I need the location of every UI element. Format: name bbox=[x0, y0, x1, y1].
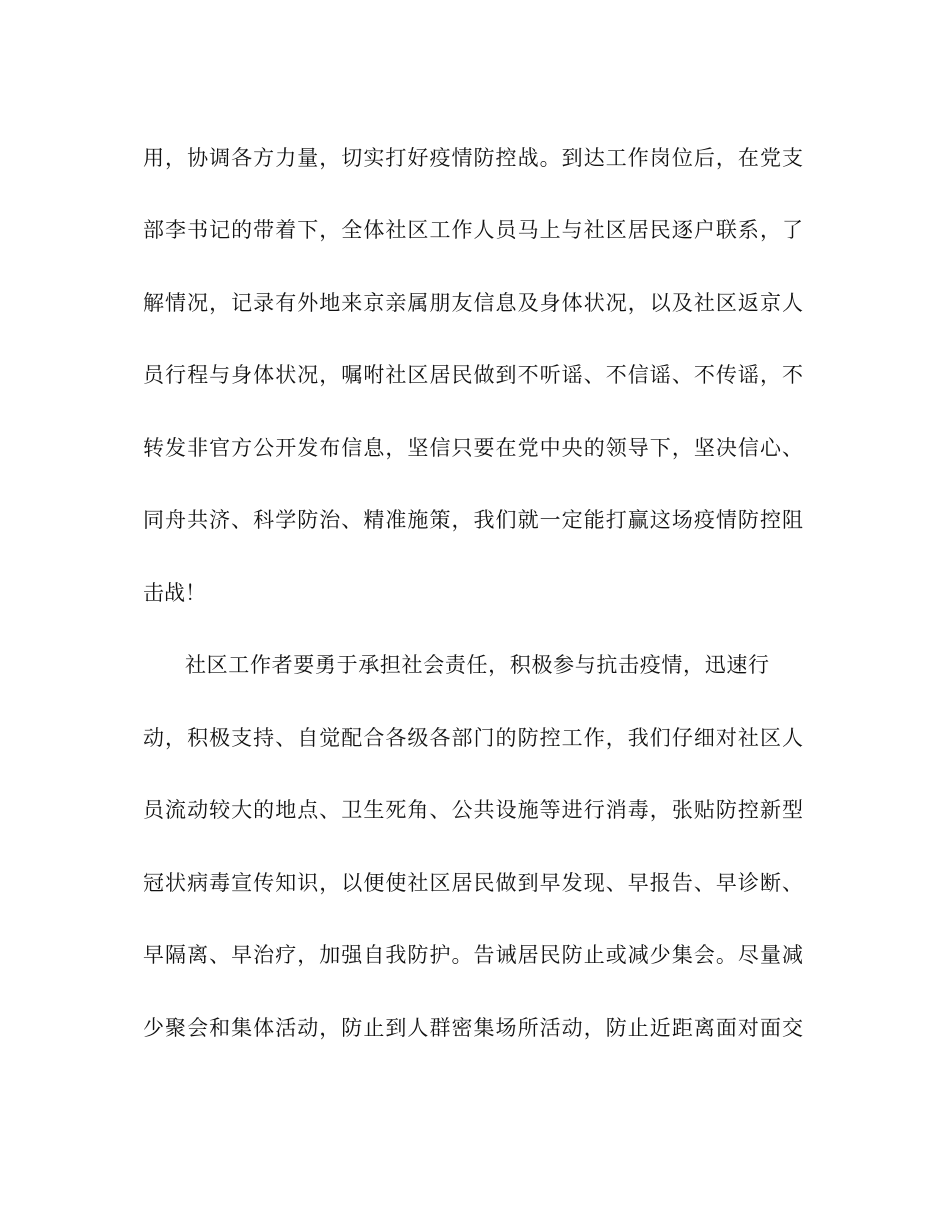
text-line: 员流动较大的地点、卫生死角、公共设施等进行消毒，张贴防控新型 bbox=[143, 798, 803, 822]
text-line: 早隔离、早治疗，加强自我防护。告诫居民防止或减少集会。尽量减 bbox=[143, 943, 803, 967]
text-line: 员行程与身体状况，嘱咐社区居民做到不听谣、不信谣、不传谣，不 bbox=[143, 363, 803, 387]
text-line: 社区工作者要勇于承担社会责任，积极参与抗击疫情，迅速行 bbox=[185, 653, 769, 677]
text-line: 用，协调各方力量，切实打好疫情防控战。到达工作岗位后，在党支 bbox=[143, 146, 803, 170]
text-line: 部李书记的带着下，全体社区工作人员马上与社区居民逐户联系，了 bbox=[143, 218, 803, 242]
text-line: 冠状病毒宣传知识，以便使社区居民做到早发现、早报告、早诊断、 bbox=[143, 871, 803, 895]
text-line: 解情况，记录有外地来京亲属朋友信息及身体状况，以及社区返京人 bbox=[143, 291, 803, 315]
text-line: 同舟共济、科学防治、精准施策，我们就一定能打赢这场疫情防控阻 bbox=[143, 508, 803, 532]
text-line: 动，积极支持、自觉配合各级各部门的防控工作，我们仔细对社区人 bbox=[143, 726, 803, 750]
text-line: 少聚会和集体活动，防止到人群密集场所活动，防止近距离面对面交 bbox=[143, 1016, 803, 1040]
text-line: 转发非官方公开发布信息，坚信只要在党中央的领导下，坚决信心、 bbox=[143, 436, 803, 460]
text-line: 击战！ bbox=[143, 581, 206, 605]
